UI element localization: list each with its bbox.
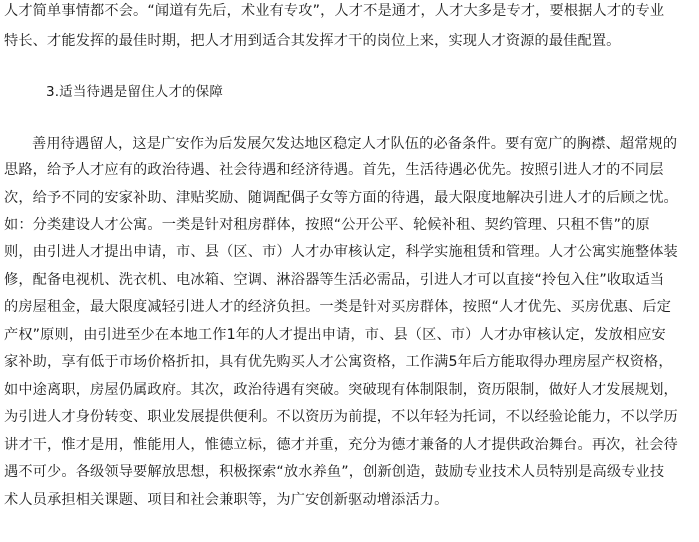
- body-line-13: 遇不可少。各级领导要解放思想，积极探索“放水养鱼”，创新创造，鼓励专业技术人员特别是高级专业技: [4, 464, 665, 480]
- body-line-5: 则，由引进人才提出申请，市、县（区、市）人才办审核认定，科学实施租赁和管理。人才公寓实施整体装: [4, 244, 678, 260]
- body-line-3: 次，给予不同的安家补助、津贴奖励、随调配偶子女等方面的待遇，最大限度地解决引进人才的后顾之忧。: [4, 190, 678, 206]
- body-line-7: 的房屋租金，最大限度减轻引进人才的经济负担。一类是针对买房群体，按照“人才优先、买房优惠、后定: [4, 299, 672, 315]
- body-line-11: 为引进人才身份转变、职业发展提供便利。不以资历为前提，不以年轻为托词，不以经验论能力，不以学历: [4, 409, 678, 425]
- body-line-2: 思路，给予人才应有的政治待遇、社会待遇和经济待遇。首先，生活待遇必优先。按照引进人才的不同层: [4, 162, 664, 178]
- section-heading: 3.适当待遇是留住人才的保障: [46, 84, 223, 100]
- body-line-6: 修，配备电视机、洗衣机、电冰箱、空调、淋浴器等生活必需品，引进人才可以直接“拎包入住”收取适当: [4, 272, 665, 288]
- body-line-1: 善用待遇留人，这是广安作为后发展欠发达地区稳定人才队伍的必备条件。要有宽广的胸襟、超常规的: [32, 136, 678, 152]
- body-line-10: 如中途离职，房屋仍属政府。其次，政治待遇有突破。突破现有体制限制，资历限制，做好人才发展规划，: [4, 382, 678, 398]
- body-line-14: 术人员承担相关课题、项目和社会兼职等，为广安创新驱动增添活力。: [4, 492, 449, 508]
- intro-line-1: 人才简单事情都不会。“闻道有先后，术业有专攻”，人才不是通才，人才大多是专才，要根据人才的专业: [4, 3, 665, 19]
- body-line-4: 如：分类建设人才公寓。一类是针对租房群体，按照“公开公平、轮候补租、契约管理、只租不售”的原: [4, 217, 650, 233]
- body-line-12: 讲才干，惟才是用，惟能用人，惟德立标，德才并重，充分为德才兼备的人才提供政治舞台。再次，社会待: [4, 437, 678, 453]
- intro-line-2: 特长、才能发挥的最佳时期，把人才用到适合其发挥才干的岗位上来，实现人才资源的最佳配置。: [4, 33, 621, 49]
- body-line-8: 产权”原则，由引进至少在本地工作1年的人才提出申请，市、县（区、市）人才办审核认定，发放相应安: [4, 327, 666, 343]
- body-line-9: 家补助，享有低于市场价格折扣，具有优先购买人才公寓资格，工作满5年后方能取得办理房屋产权资格，: [4, 354, 673, 370]
